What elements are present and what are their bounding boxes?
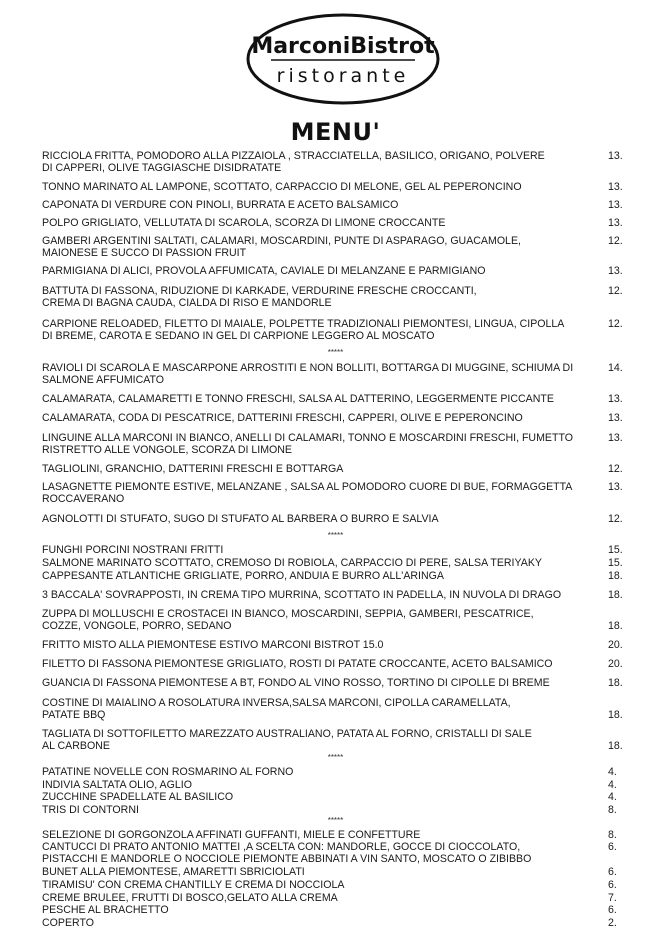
menu-item-price: 4. — [608, 791, 617, 803]
menu-item-text: COZZE, VONGOLE, PORRO, SEDANO — [42, 620, 232, 632]
menu-item-r28 — [42, 791, 628, 803]
menu-item-text: LASAGNETTE PIEMONTE ESTIVE, MELANZANE , SALSA AL POMODORO CUORE DI BUE, FORMAGGETTA — [42, 481, 573, 493]
menu-item-text: CREME BRULEE, FRUTTI DI BOSCO,GELATO ALLA CREMA — [42, 892, 338, 904]
menu-item-price: 15. — [608, 544, 623, 556]
menu-item-price: 12. — [608, 513, 623, 525]
menu-item-text: CALAMARATA, CALAMARETTI E TONNO FRESCHI, SALSA AL DATTERINO, LEGGERMENTE PICCANTE — [42, 393, 554, 405]
menu-item-r8 — [42, 318, 628, 342]
menu-item-r11 — [42, 412, 628, 424]
menu-item-r27 — [42, 779, 628, 791]
menu-item-price: 6. — [608, 841, 617, 853]
menu-item-text: CARPIONE RELOADED, FILETTO DI MAIALE, POLPETTE TRADIZIONALI PIEMONTESI, LINGUA, CIPOLLA — [42, 318, 565, 330]
menu-item-price: 4. — [608, 779, 617, 791]
menu-item-text: COPERTO — [42, 917, 95, 929]
menu-item-r2 — [42, 181, 628, 193]
menu-item-text: CAPONATA DI VERDURE CON PINOLI, BURRATA E ACETO BALSAMICO — [42, 199, 399, 211]
menu-item-r15 — [42, 513, 628, 525]
menu-item-r32 — [42, 866, 628, 878]
menu-item-text: CAPPESANTE ATLANTICHE GRIGLIATE, PORRO, ANDUIA E BURRO ALL'ARINGA — [42, 570, 444, 582]
menu-item-r31 — [42, 841, 628, 865]
menu-item-text: RICCIOLA FRITTA, POMODORO ALLA PIZZAIOLA , STRACCIATELLA, BASILICO, ORIGANO, POLVERE — [42, 150, 545, 162]
menu-item-text: BATTUTA DI FASSONA, RIDUZIONE DI KARKADE, VERDURINE FRESCHE CROCCANTI, — [42, 285, 477, 297]
menu-item-price: 20. — [608, 658, 623, 670]
menu-item-text: SALMONE MARINATO SCOTTATO, CREMOSO DI ROBIOLA, CARPACCIO DI PERE, SALSA TERIYAKY — [42, 557, 542, 569]
menu-item-text: ZUPPA DI MOLLUSCHI E CROSTACEI IN BIANCO, MOSCARDINI, SEPPIA, GAMBERI, PESCATRICE, — [42, 608, 534, 620]
menu-item-text: GAMBERI ARGENTINI SALTATI, CALAMARI, MOSCARDINI, PUNTE DI ASPARAGO, GUACAMOLE, — [42, 235, 521, 247]
menu-item-r25 — [42, 728, 628, 752]
menu-item-r10 — [42, 393, 628, 405]
menu-item-price: 13. — [608, 481, 623, 493]
menu-item-text: TRIS DI CONTORNI — [42, 804, 139, 816]
menu-item-price: 13. — [608, 265, 623, 277]
menu-item-text: POLPO GRIGLIATO, VELLUTATA DI SCAROLA, SCORZA DI LIMONE CROCCANTE — [42, 217, 446, 229]
menu-item-text: CALAMARATA, CODA DI PESCATRICE, DATTERINI FRESCHI, CAPPERI, OLIVE E PEPERONCINO — [42, 412, 523, 424]
menu-item-price: 13. — [608, 181, 623, 193]
menu-item-price: 6. — [608, 866, 617, 878]
menu-item-text: SALMONE AFFUMICATO — [42, 374, 165, 386]
menu-item-r4 — [42, 217, 628, 229]
menu-item-price: 15. — [608, 557, 623, 569]
menu-item-price: 18. — [608, 570, 623, 582]
menu-item-r34 — [42, 892, 628, 904]
menu-item-text: PARMIGIANA DI ALICI, PROVOLA AFFUMICATA, CAVIALE DI MELANZANE E PARMIGIANO — [42, 265, 486, 277]
menu-item-text: CREMA DI BAGNA CAUDA, CIALDA DI RISO E MANDORLE — [42, 297, 332, 309]
menu-item-text: FUNGHI PORCINI NOSTRANI FRITTI — [42, 544, 224, 556]
menu-item-r26 — [42, 766, 628, 778]
menu-item-price: 13. — [608, 432, 623, 444]
menu-item-price: 7. — [608, 892, 617, 904]
menu-item-r22 — [42, 658, 628, 670]
menu-item-r21 — [42, 639, 628, 651]
menu-item-r14 — [42, 481, 628, 505]
menu-item-text: ZUCCHINE SPADELLATE AL BASILICO — [42, 791, 234, 803]
menu-item-r35 — [42, 904, 628, 916]
menu-item-price: 18. — [608, 709, 623, 721]
section-separator: ***** — [327, 348, 344, 357]
menu-item-price: 12. — [608, 463, 623, 475]
menu-item-r23 — [42, 677, 628, 689]
menu-item-r16 — [42, 544, 628, 556]
menu-item-price: 8. — [608, 829, 617, 841]
menu-item-r9 — [42, 362, 628, 386]
menu-item-price: 18. — [608, 620, 623, 632]
menu-item-text: COSTINE DI MAIALINO A ROSOLATURA INVERSA,SALSA MARCONI, CIPOLLA CARAMELLATA, — [42, 697, 511, 709]
menu-item-text: TAGLIOLINI, GRANCHIO, DATTERINI FRESCHI E BOTTARGA — [42, 463, 344, 475]
section-separator: ***** — [327, 753, 344, 762]
menu-item-text: TIRAMISU' CON CREMA CHANTILLY E CREMA DI NOCCIOLA — [42, 879, 345, 891]
menu-item-r17 — [42, 557, 628, 569]
menu-item-text: TONNO MARINATO AL LAMPONE, SCOTTATO, CARPACCIO DI MELONE, GEL AL PEPERONCINO — [42, 181, 522, 193]
menu-item-price: 12. — [608, 235, 623, 247]
logo-subtitle: ristorante — [276, 65, 410, 87]
menu-item-text: AGNOLOTTI DI STUFATO, SUGO DI STUFATO AL BARBERA O BURRO E SALVIA — [42, 513, 439, 525]
menu-item-price: 6. — [608, 879, 617, 891]
menu-item-r30 — [42, 829, 628, 841]
menu-item-text: GUANCIA DI FASSONA PIEMONTESE A BT, FONDO AL VINO ROSSO, TORTINO DI CIPOLLE DI BREME — [42, 677, 550, 689]
menu-item-price: 13. — [608, 393, 623, 405]
menu-item-text: DI BREME, CAROTA E SEDANO IN GEL DI CARPIONE LEGGERO AL MOSCATO — [42, 330, 435, 342]
menu-item-r20 — [42, 608, 628, 632]
menu-item-price: 12. — [608, 318, 623, 330]
menu-item-r19 — [42, 589, 628, 601]
section-separator: ***** — [327, 531, 344, 540]
menu-item-r36 — [42, 917, 628, 929]
menu-item-price: 13. — [608, 199, 623, 211]
menu-item-text: PATATE BBQ — [42, 709, 106, 721]
menu-item-text: AL CARBONE — [42, 740, 110, 752]
menu-item-price: 18. — [608, 740, 623, 752]
menu-item-r13 — [42, 463, 628, 475]
menu-item-text: TAGLIATA DI SOTTOFILETTO MAREZZATO AUSTRALIANO, PATATA AL FORNO, CRISTALLI DI SALE — [42, 728, 532, 740]
menu-item-price: 4. — [608, 766, 617, 778]
menu-item-text: RAVIOLI DI SCAROLA E MASCARPONE ARROSTITI E NON BOLLITI, BOTTARGA DI MUGGINE, SCHIUMA DI — [42, 362, 574, 374]
menu-item-text: LINGUINE ALLA MARCONI IN BIANCO, ANELLI DI CALAMARI, TONNO E MOSCARDINI FRESCHI, FUMETTO — [42, 432, 573, 444]
menu-item-r5 — [42, 235, 628, 259]
menu-item-price: 13. — [608, 217, 623, 229]
menu-item-text: PESCHE AL BRACHETTO — [42, 904, 169, 916]
menu-item-text: ROCCAVERANO — [42, 493, 125, 505]
logo-name: MarconiBistrot — [251, 34, 435, 59]
menu-item-price: 13. — [608, 412, 623, 424]
menu-item-price: 18. — [608, 589, 623, 601]
menu-item-text: DI CAPPERI, OLIVE TAGGIASCHE DISIDRATATE — [42, 162, 282, 174]
menu-item-price: 8. — [608, 804, 617, 816]
menu-item-text: PISTACCHI E MANDORLE O NOCCIOLE PIEMONTE ABBINATI A VIN SANTO, MOSCATO O ZIBIBBO — [42, 853, 532, 865]
menu-item-r18 — [42, 570, 628, 582]
menu-item-text: 3 BACCALA' SOVRAPPOSTI, IN CREMA TIPO MURRINA, SCOTTATO IN PADELLA, IN NUVOLA DI DRAGO — [42, 589, 562, 601]
menu-item-r29 — [42, 804, 628, 816]
menu-item-text: SELEZIONE DI GORGONZOLA AFFINATI GUFFANTI, MIELE E CONFETTURE — [42, 829, 421, 841]
menu-item-text: FRITTO MISTO ALLA PIEMONTESE ESTIVO MARCONI BISTROT 15.0 — [42, 639, 384, 651]
menu-item-text: CANTUCCI DI PRATO ANTONIO MATTEI ,A SCELTA CON: MANDORLE, GOCCE DI CIOCCOLATO, — [42, 841, 521, 853]
section-separator: ***** — [327, 816, 344, 825]
menu-item-r33 — [42, 879, 628, 891]
menu-item-price: 14. — [608, 362, 623, 374]
menu-item-r7 — [42, 285, 628, 309]
menu-item-r24 — [42, 697, 628, 721]
menu-item-r3 — [42, 199, 628, 211]
menu-item-text: INDIVIA SALTATA OLIO, AGLIO — [42, 779, 192, 791]
menu-item-price: 2. — [608, 917, 617, 929]
menu-item-text: RISTRETTO ALLE VONGOLE, SCORZA DI LIMONE — [42, 444, 292, 456]
menu-item-r1 — [42, 150, 628, 174]
menu-item-r12 — [42, 432, 628, 456]
menu-item-text: PATATINE NOVELLE CON ROSMARINO AL FORNO — [42, 766, 294, 778]
menu-item-text: BUNET ALLA PIEMONTESE, AMARETTI SBRICIOLATI — [42, 866, 305, 878]
menu-title: MENU' — [290, 118, 381, 146]
menu-item-text: FILETTO DI FASSONA PIEMONTESE GRIGLIATO, ROSTI DI PATATE CROCCANTE, ACETO BALSAMICO — [42, 658, 553, 670]
menu-item-text: MAIONESE E SUCCO DI PASSION FRUIT — [42, 247, 247, 259]
menu-item-price: 12. — [608, 285, 623, 297]
menu-item-price: 18. — [608, 677, 623, 689]
menu-item-price: 20. — [608, 639, 623, 651]
menu-item-price: 6. — [608, 904, 617, 916]
menu-item-price: 13. — [608, 150, 623, 162]
menu-item-r6 — [42, 265, 628, 277]
